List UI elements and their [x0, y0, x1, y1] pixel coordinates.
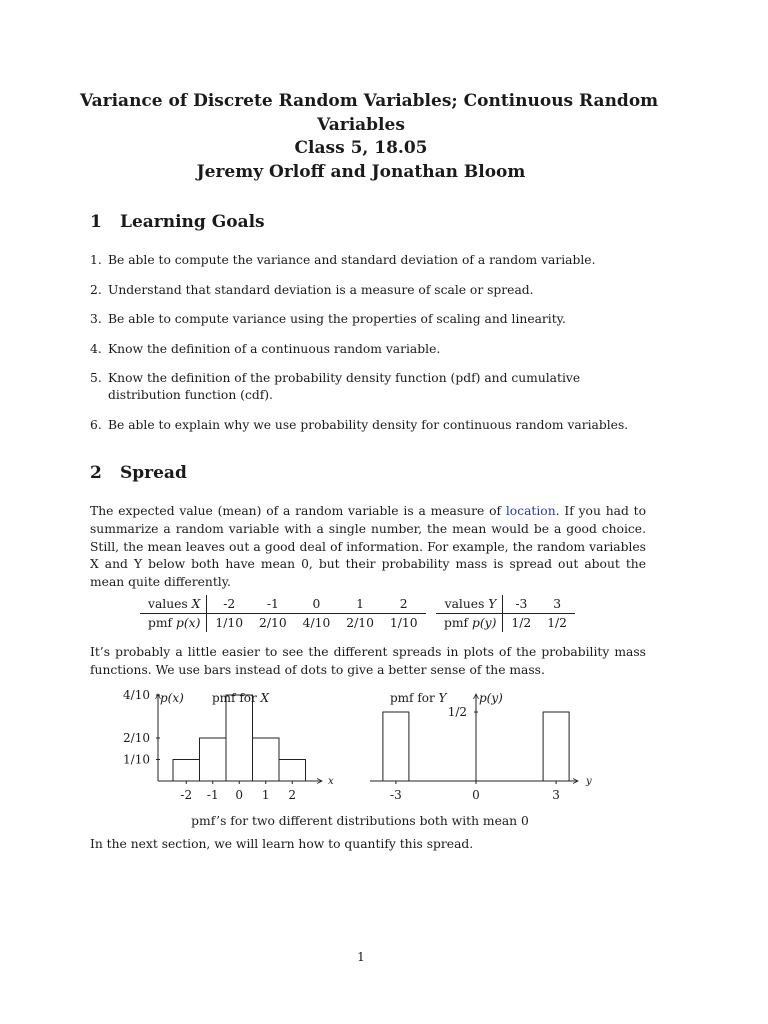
table-row-label: pmf p(y) — [436, 614, 503, 633]
chart-bar — [226, 695, 253, 781]
list-item — [90, 417, 650, 434]
authors-line: Jeremy Orloff and Jonathan Bloom — [196, 161, 526, 182]
table-cell: -1 — [251, 595, 295, 614]
plots-paragraph: It’s probably a little easier to see the different spreads in plots of the probability mass functions. We use bars instead of dots to give a better sense of the mass. — [90, 645, 646, 677]
x-axis-label: y — [586, 776, 592, 787]
figure-caption: pmf’s for two different distributions both with mean 0 — [191, 814, 529, 828]
list-number: 6. — [90, 417, 102, 432]
chart-bar — [543, 712, 569, 781]
list-text: Know the definition of a continuous random variable. — [108, 341, 441, 356]
list-number: 2. — [90, 282, 102, 297]
spread-paragraph — [90, 503, 646, 592]
chart-title: pmf for X — [212, 691, 270, 705]
pmf-table-x — [140, 595, 426, 632]
section-title: Learning Goals — [120, 212, 265, 232]
x-tick-label: 1 — [261, 788, 270, 802]
chart-bar — [253, 738, 280, 781]
table-cell: 2 — [382, 595, 426, 614]
list-text: Understand that standard deviation is a measure of scale or spread. — [108, 282, 534, 297]
title-line-1: Variance of Discrete Random Variables; Continuous Random — [80, 91, 659, 111]
list-number: 1. — [90, 253, 102, 267]
learning-goals-list — [90, 252, 650, 446]
x-tick-label: -1 — [206, 788, 219, 802]
x-tick-label: -2 — [180, 788, 193, 802]
table-cell: 1/10 — [215, 616, 244, 630]
table-row-label: values X — [140, 595, 207, 614]
y-axis-label: p(y) — [479, 691, 503, 705]
list-item — [90, 252, 650, 269]
y-tick-label: 1/2 — [447, 705, 467, 719]
paragraph-text: . If you had to summarize a random variable with a single number, the mean would be a good choice. Still, the mean leaves out a good deal of information. For example, the random variables X and Y below both have mean 0, but their probability mass is spread out about the mean quite differently. — [90, 504, 646, 590]
chart-bar — [383, 712, 409, 781]
x-tick-label: 0 — [472, 788, 480, 802]
list-number: 4. — [90, 341, 102, 356]
list-text: Be able to compute variance using the properties of scaling and linearity. — [108, 312, 566, 326]
closing-paragraph: In the next section, we will learn how to quantify this spread. — [90, 837, 474, 851]
list-number: 3. — [90, 312, 102, 326]
table-cell: 1/2 — [511, 616, 532, 630]
pmf-table-y — [436, 595, 575, 632]
pmf-charts — [100, 682, 600, 807]
page-number: 1 — [357, 950, 365, 964]
table-cell: 3 — [539, 595, 575, 614]
list-item — [90, 282, 650, 299]
x-tick-label: 0 — [235, 788, 244, 802]
table-cell: 1/2 — [547, 616, 568, 630]
x-tick-label: 3 — [552, 788, 560, 802]
section-1-heading — [90, 212, 265, 232]
table-row-label: values Y — [436, 595, 503, 614]
section-2-heading — [90, 463, 187, 483]
table-cell: 0 — [295, 595, 339, 614]
class-line: Class 5, 18.05 — [294, 138, 428, 158]
paragraph-text: The expected value (mean) of a random variable is a measure of — [90, 504, 506, 518]
x-tick-label: -3 — [390, 788, 402, 802]
table-row-label: pmf p(x) — [140, 614, 207, 633]
pmf-x-chart — [123, 688, 334, 802]
x-axis-label: x — [328, 776, 334, 787]
list-item — [90, 370, 650, 404]
y-tick-label: 1/10 — [123, 752, 150, 767]
chart-bar — [200, 738, 227, 781]
list-item — [90, 311, 650, 328]
chart-title: pmf for Y — [390, 691, 447, 705]
x-tick-label: 2 — [288, 788, 297, 802]
title-line-2: Variables — [317, 114, 405, 135]
list-text: Be able to compute the variance and standard deviation of a random variable. — [108, 253, 596, 267]
section-number: 1 — [90, 212, 102, 232]
document-title — [80, 90, 659, 184]
y-tick-label: 4/10 — [123, 688, 150, 702]
y-axis-label: p(x) — [160, 691, 184, 705]
table-cell: 1/10 — [389, 616, 418, 630]
y-tick-label: 2/10 — [123, 731, 150, 745]
list-number: 5. — [90, 371, 102, 385]
section-title: Spread — [120, 463, 187, 483]
list-text: Be able to explain why we use probability density for continuous random variables. — [108, 417, 629, 432]
table-cell: -2 — [207, 595, 251, 614]
chart-bar — [173, 760, 200, 782]
list-text: Know the definition of the probability density function (pdf) and cumulative distribution function (cdf). — [108, 371, 581, 402]
section-number: 2 — [90, 463, 102, 483]
table-cell: 2/10 — [259, 616, 287, 630]
list-item — [90, 341, 650, 358]
chart-bar — [279, 760, 306, 782]
location-link[interactable]: location — [505, 504, 556, 518]
table-cell: 4/10 — [302, 616, 331, 630]
table-cell: 1 — [338, 595, 382, 614]
table-cell: 2/10 — [346, 616, 374, 630]
table-cell: -3 — [503, 595, 539, 614]
pmf-y-chart — [370, 691, 592, 802]
